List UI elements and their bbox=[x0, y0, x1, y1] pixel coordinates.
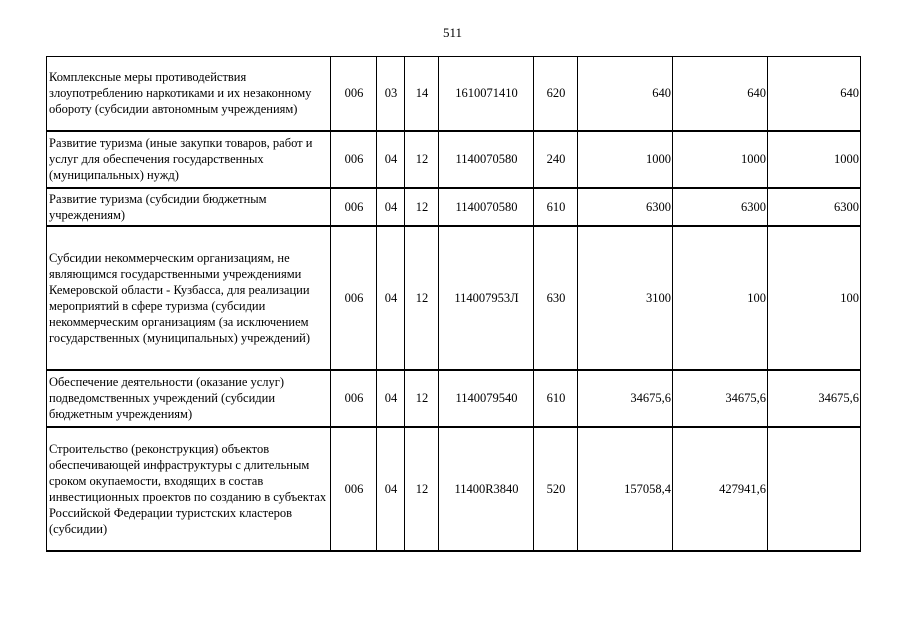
sum-year-2: 34675,6 bbox=[673, 370, 768, 427]
sum-year-1: 640 bbox=[578, 57, 673, 131]
table-row bbox=[47, 226, 861, 370]
razdel-code: 04 bbox=[377, 188, 405, 226]
expense-type-code: 630 bbox=[534, 226, 578, 370]
sum-year-2: 6300 bbox=[673, 188, 768, 226]
sum-year-3: 34675,6 bbox=[768, 370, 861, 427]
sum-year-2: 640 bbox=[673, 57, 768, 131]
grbs-code: 006 bbox=[331, 427, 377, 551]
sum-year-2: 100 bbox=[673, 226, 768, 370]
podrazdel-code: 14 bbox=[405, 57, 439, 131]
sum-year-1: 1000 bbox=[578, 131, 673, 188]
row-name: Комплексные меры противодействия злоупотреблению наркотиками и их незаконному обороту (субсидии автономным учреждениям) bbox=[47, 57, 331, 131]
grbs-code: 006 bbox=[331, 188, 377, 226]
target-article-code: 11400R3840 bbox=[439, 427, 534, 551]
row-name: Развитие туризма (иные закупки товаров, работ и услуг для обеспечения государственных (муниципальных) нужд) bbox=[47, 131, 331, 188]
table-row bbox=[47, 427, 861, 551]
sum-year-1: 157058,4 bbox=[578, 427, 673, 551]
row-name: Развитие туризма (субсидии бюджетным учреждениям) bbox=[47, 188, 331, 226]
budget-table bbox=[46, 56, 861, 552]
sum-year-2: 427941,6 bbox=[673, 427, 768, 551]
sum-year-3: 640 bbox=[768, 57, 861, 131]
table-row bbox=[47, 370, 861, 427]
row-name: Субсидии некоммерческим организациям, не являющимся государственными учреждениями Кемеровской области - Кузбасса, для реализации мероприятий в сфере туризма (субсидии некоммерческим организациям (за исключением государственных (муниципальных) учреждений) bbox=[47, 226, 331, 370]
podrazdel-code: 12 bbox=[405, 370, 439, 427]
row-name: Строительство (реконструкция) объектов обеспечивающей инфраструктуры с длительным сроком окупаемости, входящих в состав инвестиционных проектов по созданию в субъектах Российской Федерации туристских кластеров (субсидии) bbox=[47, 427, 331, 551]
expense-type-code: 610 bbox=[534, 188, 578, 226]
podrazdel-code: 12 bbox=[405, 188, 439, 226]
sum-year-3: 1000 bbox=[768, 131, 861, 188]
target-article-code: 1140070580 bbox=[439, 131, 534, 188]
grbs-code: 006 bbox=[331, 131, 377, 188]
podrazdel-code: 12 bbox=[405, 226, 439, 370]
row-name: Обеспечение деятельности (оказание услуг) подведомственных учреждений (субсидии бюджетным учреждениям) bbox=[47, 370, 331, 427]
target-article-code: 1140070580 bbox=[439, 188, 534, 226]
podrazdel-code: 12 bbox=[405, 131, 439, 188]
sum-year-1: 34675,6 bbox=[578, 370, 673, 427]
podrazdel-code: 12 bbox=[405, 427, 439, 551]
razdel-code: 04 bbox=[377, 427, 405, 551]
sum-year-3: 6300 bbox=[768, 188, 861, 226]
razdel-code: 04 bbox=[377, 131, 405, 188]
expense-type-code: 620 bbox=[534, 57, 578, 131]
razdel-code: 03 bbox=[377, 57, 405, 131]
expense-type-code: 520 bbox=[534, 427, 578, 551]
grbs-code: 006 bbox=[331, 226, 377, 370]
razdel-code: 04 bbox=[377, 370, 405, 427]
razdel-code: 04 bbox=[377, 226, 405, 370]
expense-type-code: 610 bbox=[534, 370, 578, 427]
table-row bbox=[47, 131, 861, 188]
target-article-code: 114007953Л bbox=[439, 226, 534, 370]
sum-year-3: 100 bbox=[768, 226, 861, 370]
target-article-code: 1140079540 bbox=[439, 370, 534, 427]
sum-year-1: 6300 bbox=[578, 188, 673, 226]
sum-year-2: 1000 bbox=[673, 131, 768, 188]
target-article-code: 1610071410 bbox=[439, 57, 534, 131]
grbs-code: 006 bbox=[331, 370, 377, 427]
sum-year-1: 3100 bbox=[578, 226, 673, 370]
sum-year-3 bbox=[768, 427, 861, 551]
page-number: 511 bbox=[442, 25, 463, 40]
expense-type-code: 240 bbox=[534, 131, 578, 188]
table-row bbox=[47, 57, 861, 131]
table-row bbox=[47, 188, 861, 226]
grbs-code: 006 bbox=[331, 57, 377, 131]
